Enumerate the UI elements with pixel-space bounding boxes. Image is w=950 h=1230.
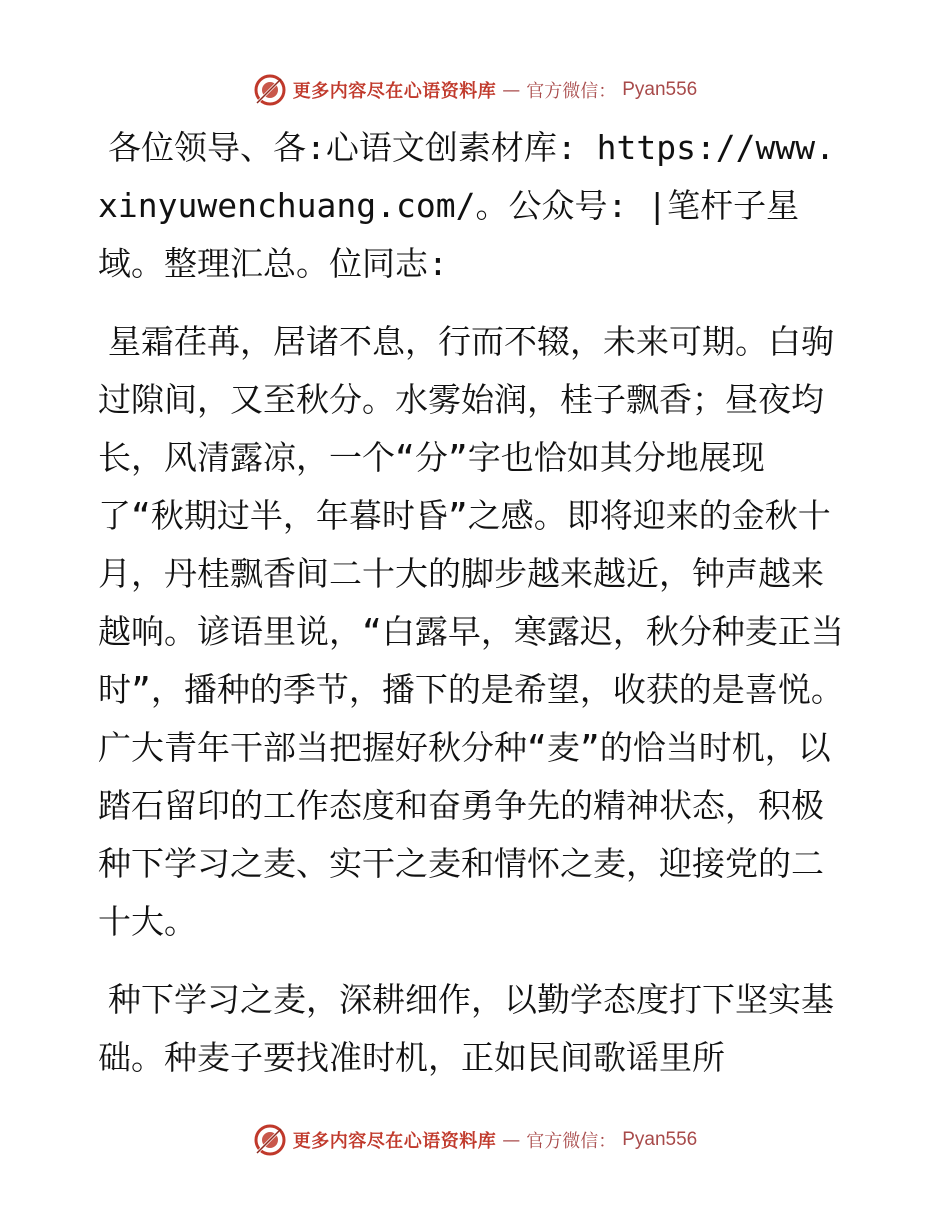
feather-quill-logo-icon [253,73,287,107]
banner-separator: — [502,79,521,101]
banner-wechat-label: 官方微信： [526,1131,617,1152]
document-body [98,119,850,1107]
header-watermark-banner [0,70,950,110]
banner-main-text: 更多内容尽在心语资料库 [292,81,497,102]
banner-wechat-label: 官方微信： [526,81,617,102]
paragraph-study: 种下学习之麦，深耕细作，以勤学态度打下坚实基础。种麦子要找准时机，正如民间歌谣里所 [98,980,834,1077]
feather-quill-logo-icon [253,1123,287,1157]
footer-watermark-banner [0,1120,950,1160]
banner-separator: — [502,1129,521,1151]
banner-main-text: 更多内容尽在心语资料库 [292,1131,497,1152]
banner-wechat-id: Pyan556 [622,79,698,100]
paragraph-salutation: 各位领导、各:心语文创素材库: https://www.xinyuwenchuang.com/。公众号: |笔杆子星域。整理汇总。位同志: [98,128,836,283]
paragraph-intro: 星霜荏苒，居诸不息，行而不辍，未来可期。白驹过隙间，又至秋分。水雾始润，桂子飘香；昼夜均长，风清露凉，一个“分”字也恰如其分地展现了“秋期过半，年暮时昏”之感。即将迎来的金秋十月，丹桂飘香间二十大的脚步越来越近，钟声越来越响。谚语里说，“白露早，寒露迟，秋分种麦正当时”，播种的季节，播下的是希望，收获的是喜悦。广大青年干部当把握好秋分种“麦”的恰当时机，以踏石留印的工作态度和奋勇争先的精神状态，积极种下学习之麦、实干之麦和情怀之麦，迎接党的二十大。 [98,322,844,941]
banner-wechat-id: Pyan556 [622,1129,698,1150]
